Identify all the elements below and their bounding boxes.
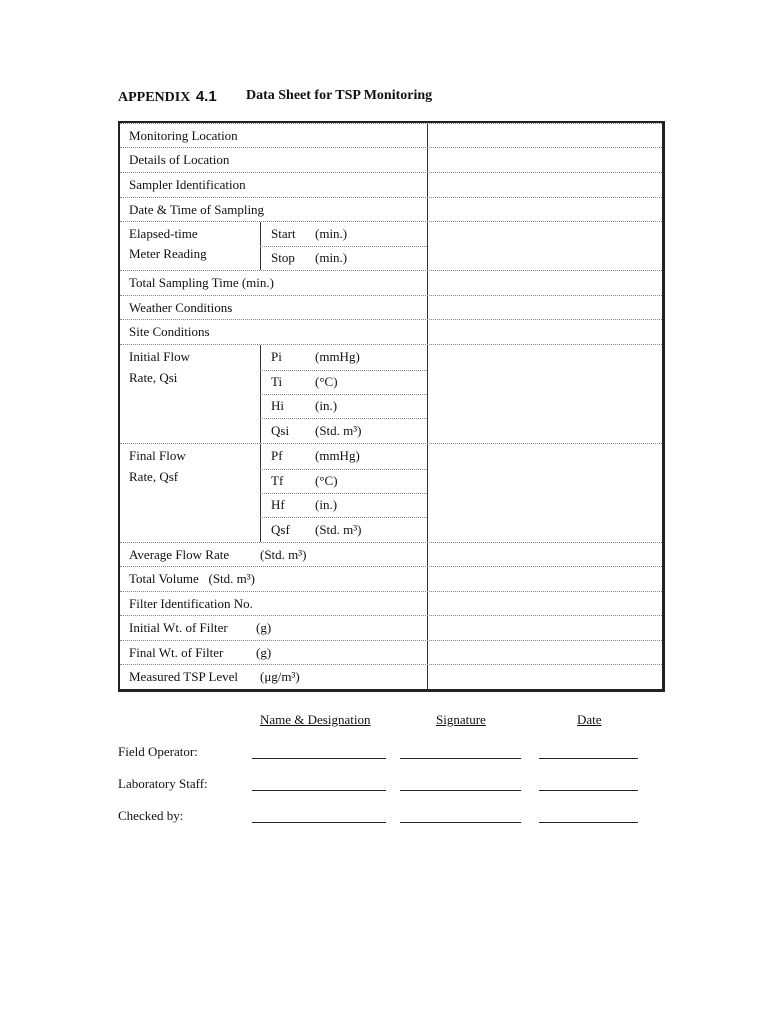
entry-field[interactable] [428, 198, 662, 222]
table-row [120, 591, 662, 616]
table-row [120, 172, 662, 197]
checked-by-name-line[interactable] [252, 810, 386, 823]
lab-staff-name-line[interactable] [252, 778, 386, 791]
table-row [120, 615, 662, 640]
col-signature: Signature [436, 712, 486, 727]
pf-label: Pf [271, 448, 283, 463]
qsf-label: Qsf [271, 522, 290, 537]
col-date: Date [577, 712, 602, 727]
table-row [120, 542, 662, 567]
tsp-data-table [118, 121, 665, 692]
field-operator-name-line[interactable] [252, 746, 386, 759]
row-label: Measured TSP Level [129, 669, 239, 684]
sheet-heading [118, 88, 433, 106]
row-label: Weather Conditions [129, 300, 233, 315]
col-name-designation: Name & Designation [260, 712, 371, 727]
row-label: Sampler Identification [129, 177, 246, 192]
hi-label: Hi [271, 398, 284, 413]
tf-unit: (°C) [315, 473, 338, 488]
row-unit: (Std. m³) [260, 547, 307, 562]
entry-field[interactable] [428, 296, 662, 320]
sheet-title: Data Sheet for TSP Monitoring [246, 88, 433, 103]
qsi-unit: (Std. m³) [315, 423, 362, 438]
row-label: Total Volume (Std. m³) [129, 571, 256, 586]
tf-label: Tf [271, 473, 284, 488]
appendix-label: APPENDIX [118, 90, 191, 105]
entry-field[interactable] [428, 271, 662, 295]
row-label: Rate, Qsi [129, 370, 178, 385]
table-row [120, 319, 662, 344]
start-unit: (min.) [315, 226, 348, 241]
stop-unit: (min.) [315, 250, 348, 265]
entry-field[interactable] [428, 543, 662, 567]
ti-unit: (°C) [315, 374, 338, 389]
table-row [120, 664, 662, 690]
table-row-final-flow [120, 443, 662, 542]
entry-field[interactable] [428, 444, 662, 542]
field-operator-date-line[interactable] [539, 746, 638, 759]
hi-unit: (in.) [315, 398, 338, 413]
entry-field[interactable] [428, 148, 662, 172]
field-operator-label: Field Operator: [118, 744, 198, 759]
entry-field[interactable] [428, 320, 662, 344]
hf-label: Hf [271, 497, 285, 512]
table-row [120, 295, 662, 320]
hf-unit: (in.) [315, 497, 338, 512]
lab-staff-date-line[interactable] [539, 778, 638, 791]
row-label: Filter Identification No. [129, 596, 253, 611]
row-unit: (g) [256, 620, 272, 635]
checked-by-label: Checked by: [118, 808, 184, 823]
table-row [120, 270, 662, 295]
row-label: Site Conditions [129, 324, 210, 339]
row-label: Details of Location [129, 152, 230, 167]
row-unit: (g) [256, 645, 272, 660]
table-row [120, 566, 662, 591]
entry-field[interactable] [428, 567, 662, 591]
row-label: Elapsed-time [129, 226, 198, 241]
row-label: Average Flow Rate [129, 547, 230, 562]
entry-field[interactable] [428, 665, 662, 690]
entry-field[interactable] [428, 345, 662, 443]
row-label: Meter Reading [129, 246, 207, 261]
qsf-unit: (Std. m³) [315, 522, 362, 537]
checked-by-date-line[interactable] [539, 810, 638, 823]
row-label: Final Wt. of Filter [129, 645, 224, 660]
qsi-label: Qsi [271, 423, 290, 438]
row-label: Initial Wt. of Filter [129, 620, 228, 635]
checked-by-signature-line[interactable] [400, 810, 521, 823]
table-row-initial-flow [120, 344, 662, 443]
pf-unit: (mmHg) [315, 448, 360, 463]
entry-field[interactable] [428, 641, 662, 665]
field-operator-signature-line[interactable] [400, 746, 521, 759]
row-label: Date & Time of Sampling [129, 202, 265, 217]
pi-label: Pi [271, 349, 282, 364]
row-label: Total Sampling Time (min.) [129, 275, 274, 290]
pi-unit: (mmHg) [315, 349, 360, 364]
row-unit: (μg/m³) [260, 669, 300, 684]
table-row [120, 640, 662, 665]
entry-field[interactable] [428, 124, 662, 148]
stop-label: Stop [271, 250, 295, 265]
entry-field[interactable] [428, 592, 662, 616]
row-label: Final Flow [129, 448, 186, 463]
table-row [120, 123, 662, 148]
table-row-elapsed [120, 221, 662, 270]
lab-staff-label: Laboratory Staff: [118, 776, 208, 791]
start-label: Start [271, 226, 296, 241]
row-label: Rate, Qsf [129, 469, 179, 484]
entry-field[interactable] [428, 222, 662, 270]
appendix-number: 4.1 [195, 88, 217, 105]
entry-field[interactable] [428, 173, 662, 197]
entry-field[interactable] [428, 616, 662, 640]
row-label: Monitoring Location [129, 128, 238, 143]
table-row [120, 197, 662, 222]
row-label: Initial Flow [129, 349, 191, 364]
ti-label: Ti [271, 374, 283, 389]
lab-staff-signature-line[interactable] [400, 778, 521, 791]
table-row [120, 147, 662, 172]
